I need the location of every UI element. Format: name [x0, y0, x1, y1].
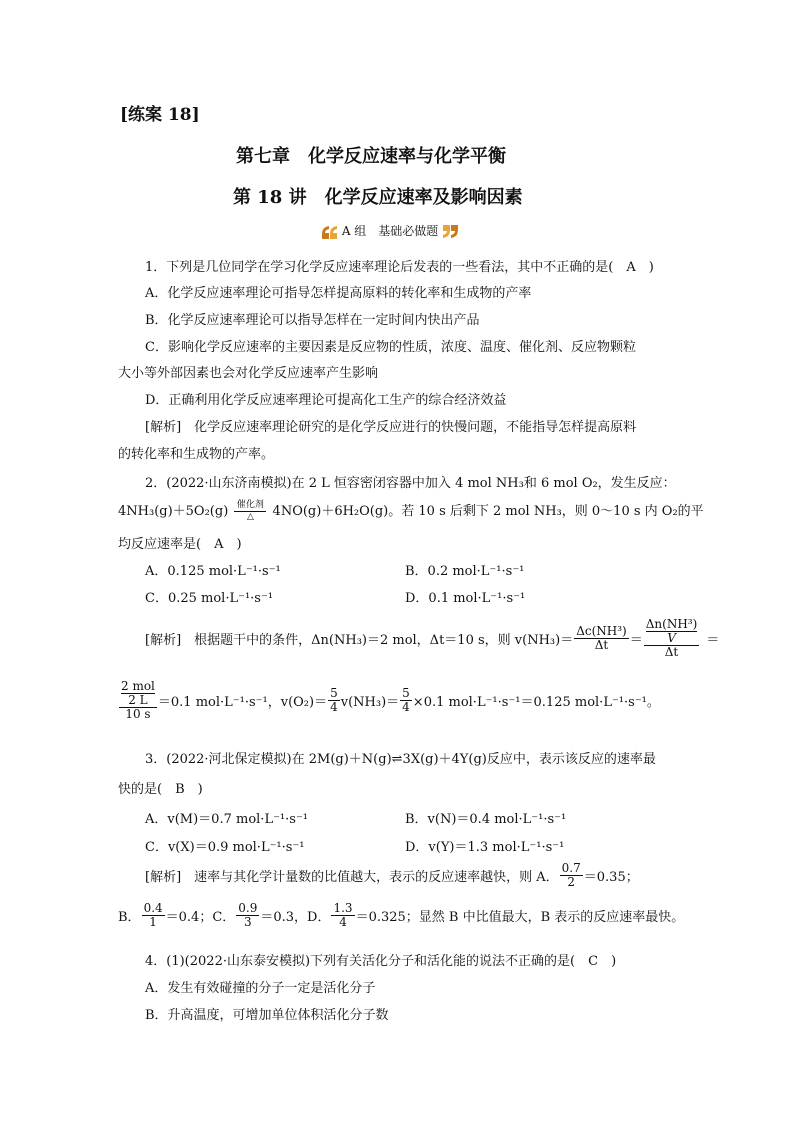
q3-frac-d	[331, 902, 354, 929]
q2-condition-arrow	[234, 501, 266, 522]
q2-frac1-num: Δc(NH³)	[576, 624, 627, 638]
q3-fd-val: ＝0.325；显然 B 中比值最大，B 表示的反应速率最快。	[355, 910, 685, 925]
q2-analysis	[145, 618, 719, 659]
q2-frac3-num	[119, 680, 157, 708]
q2-analysis-d: ×0.1 mol·L⁻¹·s⁻¹＝0.125 mol·L⁻¹·s⁻¹。	[412, 695, 660, 710]
q2-option-a: A．0.125 mol·L⁻¹·s⁻¹	[145, 564, 281, 579]
q3-stem: 3．(2022·河北保定模拟)在 2M(g)＋N(g)⇌3X(g)＋4Y(g)反应中，表示该反应的速率最	[145, 752, 656, 767]
quote-right-icon	[442, 224, 460, 240]
q2-eq-sign-1: ＝	[629, 633, 643, 648]
q1-stem: 1．下列是几位同学在学习化学反应速率理论后发表的一些看法，其中不正确的是( A )	[145, 260, 654, 275]
q3-fd-den: 4	[339, 915, 347, 929]
q2-option-d: D．0.1 mol·L⁻¹·s⁻¹	[405, 591, 526, 606]
q2-frac4b-num: 5	[402, 686, 410, 700]
q2-stem: 2．(2022·山东济南模拟)在 2 L 恒容密闭容器中加入 4 mol NH₃和 6 mol O₂，发生反应：	[145, 476, 676, 491]
q3-analysis-text: [解析] 速率与其化学计量数的比值越大，表示的反应速率越快，则 A．	[145, 870, 559, 885]
q4-stem: 4．(1)(2022·山东泰安模拟)下列有关活化分子和活化能的说法不正确的是( C )	[145, 954, 617, 969]
q2-frac-dn-v-dt	[644, 618, 700, 659]
q3-stem-cont: 快的是( B )	[118, 782, 203, 797]
group-heading	[320, 222, 460, 240]
q2-eq-left: 4NH₃(g)＋5O₂(g)	[118, 504, 229, 519]
q1-option-a: A．化学反应速率理论可指导怎样提高原料的转化率和生成物的产率	[145, 286, 532, 301]
q3-fb-num: 0.4	[143, 901, 163, 915]
q2-option-b: B．0.2 mol·L⁻¹·s⁻¹	[405, 564, 525, 579]
q1-analysis: [解析] 化学反应速率理论研究的是化学反应进行的快慢问题，不能指导怎样提高原料	[145, 420, 637, 435]
q1-option-b: B．化学反应速率理论可以指导怎样在一定时间内快出产品	[145, 313, 480, 328]
q3-analysis	[145, 862, 639, 889]
q3-fc-num: 0.9	[238, 901, 258, 915]
quote-left-icon	[320, 224, 338, 240]
q3-fd-num: 1.3	[333, 901, 353, 915]
q2-analysis-text: [解析] 根据题干中的条件，Δn(NH₃)＝2 mol，Δt＝10 s，则 v(NH₃)＝	[145, 633, 574, 648]
chapter-title: 第七章 化学反应速率与化学平衡	[236, 146, 506, 167]
q3-fc-den: 3	[244, 915, 252, 929]
q4-option-a: A．发生有效碰撞的分子一定是活化分子	[145, 981, 376, 996]
group-label: A 组 基础必做题	[341, 224, 439, 238]
q1-option-c: C．影响化学反应速率的主要因素是反应物的性质，浓度、温度、催化剂、反应物颗粒	[145, 340, 636, 355]
q2-frac-5-4-a	[328, 687, 340, 714]
q3-fa-den: 2	[567, 875, 576, 889]
q3-fa-num: 0.7	[561, 861, 581, 875]
q4-option-b: B．升高温度，可增加单位体积活化分子数	[145, 1008, 389, 1023]
q3-option-a: A．v(M)＝0.7 mol·L⁻¹·s⁻¹	[145, 812, 309, 827]
q3-fa-val: ＝0.35；	[583, 870, 639, 885]
q2-frac3-num-bot: 2 L	[128, 693, 148, 707]
q2-heat: △	[246, 512, 254, 522]
q2-option-c: C．0.25 mol·L⁻¹·s⁻¹	[145, 591, 274, 606]
q2-frac2-num	[644, 618, 700, 646]
q3-fc-val: ＝0.3，D．	[260, 910, 331, 925]
lecture-title: 第 18 讲 化学反应速率及影响因素	[233, 187, 523, 208]
q2-frac3-den: 10 s	[125, 707, 151, 721]
q3-frac-c	[236, 902, 259, 929]
q2-frac2-num-bot: V	[667, 631, 676, 645]
q2-frac-2mol	[119, 680, 157, 721]
q2-analysis-b: ＝0.1 mol·L⁻¹·s⁻¹，v(O₂)＝	[157, 695, 328, 710]
q3-fb-val: ＝0.4；C．	[165, 910, 236, 925]
q2-frac1-den: Δt	[594, 638, 609, 652]
q2-frac-5-4-b	[400, 687, 412, 714]
q2-stem-cont: 均反应速率是( A )	[118, 537, 242, 552]
q1-option-c-cont: 大小等外部因素也会对化学反应速率产生影响	[118, 366, 379, 381]
q2-analysis-c: v(NH₃)＝	[340, 695, 400, 710]
q3-frac-a	[560, 862, 583, 889]
q2-frac3-num-top: 2 mol	[121, 679, 155, 693]
q3-option-d: D．v(Y)＝1.3 mol·L⁻¹·s⁻¹	[405, 840, 565, 855]
q3-option-b: B．v(N)＝0.4 mol·L⁻¹·s⁻¹	[405, 812, 567, 827]
practice-label: [练案 18]	[120, 105, 200, 125]
q2-eq-sign-2: ＝	[706, 633, 720, 648]
q2-frac4b-den: 4	[402, 700, 410, 714]
q2-analysis-cont	[118, 680, 660, 721]
q2-frac-dc-dt	[574, 625, 629, 652]
q2-frac2-num-top: Δn(NH³)	[645, 617, 698, 631]
q2-frac4-num: 5	[330, 686, 338, 700]
q3-frac-b	[142, 902, 165, 929]
q2-frac4-den: 4	[330, 700, 338, 714]
q2-eq-right: 4NO(g)＋6H₂O(g)。若 10 s 后剩下 2 mol NH₃，则 0～10 s 内 O₂的平	[272, 504, 704, 519]
q1-option-d: D．正确利用化学反应速率理论可提高化工生产的综合经济效益	[145, 393, 507, 408]
q3-option-c: C．v(X)＝0.9 mol·L⁻¹·s⁻¹	[145, 840, 305, 855]
q2-frac2-den: Δt	[664, 645, 679, 659]
q3-fb-den: 1	[149, 915, 157, 929]
q1-analysis-cont: 的转化率和生成物的产率。	[118, 447, 275, 462]
q3-analysis-cont	[118, 902, 684, 929]
q2-catalyst: 催化剂	[236, 500, 264, 510]
q2-equation	[118, 500, 704, 522]
q3-b-pre: B．	[118, 910, 141, 925]
